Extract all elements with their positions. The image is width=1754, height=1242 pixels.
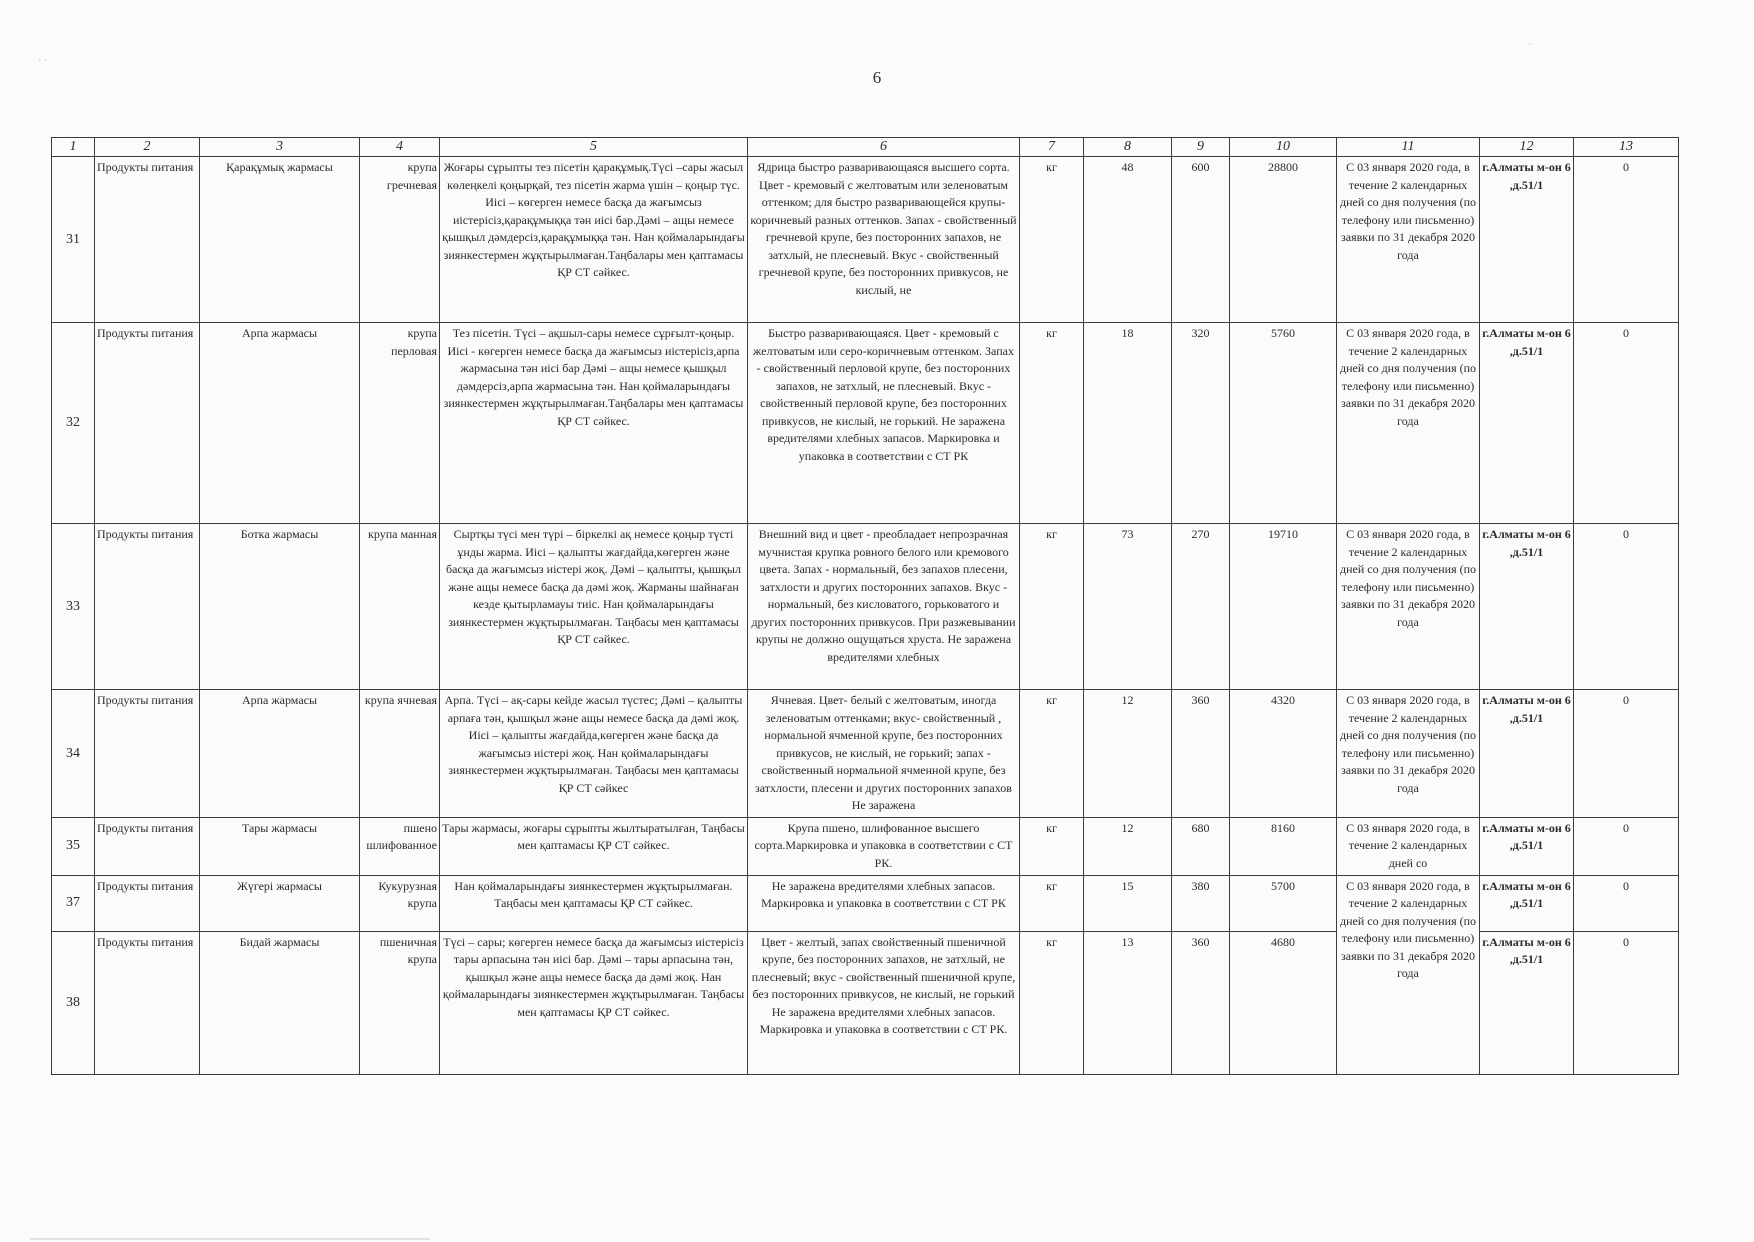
row-category: Продукты питания — [95, 524, 200, 690]
row-delivery-term: С 03 января 2020 года, в течение 2 календарных дней со — [1337, 817, 1480, 875]
row-unit: кг — [1020, 157, 1084, 323]
row-delivery-term: С 03 января 2020 года, в течение 2 календарных дней со дня получения (по телефону или письменно) заявки по 31 декабря 2020 года — [1337, 157, 1480, 323]
row-name-kz: Арпа жармасы — [200, 323, 360, 524]
row-price: 320 — [1172, 323, 1230, 524]
row-category: Продукты питания — [95, 690, 200, 818]
row-desc-kz: Тез пісетін. Түсі – ақшыл-сары немесе сұрғылт-қоңыр. Иісі - көгерген немесе басқа да жағымсыз иістерісіз,арпа жармасына тән иісі бар Дәмі – ащы немесе қышқыл дәмдерсіз,арпа жармасына тән. Нан қоймаларындағы зиянкестермен жұқтырылмаған.Таңбалары мен қаптамасы ҚР СТ сәйкес. — [440, 323, 748, 524]
row-number: 37 — [52, 875, 95, 931]
row-price: 270 — [1172, 524, 1230, 690]
row-sum: 5760 — [1230, 323, 1337, 524]
header-col-12: 12 — [1480, 138, 1574, 157]
row-advance: 0 — [1574, 524, 1679, 690]
row-desc-kz: Жоғары сұрыпты тез пісетін қарақұмық.Түсі –сары жасыл көлеңкелі қоңырқай, тез пісетін жарма үшін – қоңыр түс. Иісі – көгерген немесе басқа да жағымсыз иістерісіз,қарақұмыққа тән иісі бар.Дәмі – ащы немесе қышқыл дәмдерсіз,қарақұмыққа тән. Нан қоймаларындағы зиянкестермен жұқтырылмаған.Таңбалары мен қаптамасы ҚР СТ сәйкес. — [440, 157, 748, 323]
row-unit: кг — [1020, 323, 1084, 524]
row-number: 38 — [52, 931, 95, 1074]
row-unit: кг — [1020, 931, 1084, 1074]
header-col-9: 9 — [1172, 138, 1230, 157]
row-unit: кг — [1020, 817, 1084, 875]
row-delivery-term: С 03 января 2020 года, в течение 2 календарных дней со дня получения (по телефону или письменно) заявки по 31 декабря 2020 года — [1337, 875, 1480, 1074]
row-qty: 13 — [1084, 931, 1172, 1074]
row-qty: 12 — [1084, 817, 1172, 875]
row-qty: 15 — [1084, 875, 1172, 931]
row-category: Продукты питания — [95, 931, 200, 1074]
row-category: Продукты питания — [95, 875, 200, 931]
row-desc-ru: Цвет - желтый, запах свойственный пшеничной крупе, без посторонних запахов, не затхлый, не плесневый; вкус - свойственный пшеничной крупе, без посторонних привкусов, не кислый, не горький Не заражена вредителями хлебных запасов. Маркировка и упаковка в соответствии с СТ РК. — [748, 931, 1020, 1074]
page-number: 6 — [872, 68, 882, 87]
row-price: 380 — [1172, 875, 1230, 931]
row-desc-kz: Арпа. Түсі – ақ-сары кейде жасыл түстес; Дәмі – қалыпты арпаға тән, қышқыл және ащы немесе басқа да дәмі жоқ. Иісі – қалыпты жағдайда,көгерген және басқа да жағымсыз иістері жоқ. Нан қоймаларындағы зиянкестермен жұқтырылмаған. Таңбасы мен қаптамасы ҚР СТ сәйкес — [440, 690, 748, 818]
table-row — [52, 157, 1679, 323]
row-desc-ru: Не заражена вредителями хлебных запасов. Маркировка и упаковка в соответствии с СТ РК — [748, 875, 1020, 931]
header-col-6: 6 — [748, 138, 1020, 157]
row-name-kz: Жүгері жармасы — [200, 875, 360, 931]
row-desc-kz: Тары жармасы, жоғары сұрыпты жылтыратылған, Таңбасы мен қаптамасы ҚР СТ сәйкес. — [440, 817, 748, 875]
row-number: 33 — [52, 524, 95, 690]
header-col-4: 4 — [360, 138, 440, 157]
row-advance: 0 — [1574, 931, 1679, 1074]
header-col-13: 13 — [1574, 138, 1679, 157]
row-advance: 0 — [1574, 690, 1679, 818]
row-price: 600 — [1172, 157, 1230, 323]
row-delivery-term: С 03 января 2020 года, в течение 2 календарных дней со дня получения (по телефону или письменно) заявки по 31 декабря 2020 года — [1337, 524, 1480, 690]
row-number: 31 — [52, 157, 95, 323]
table-row — [52, 690, 1679, 818]
scan-edge-line — [30, 1238, 430, 1240]
table-row — [52, 323, 1679, 524]
row-desc-kz: Сыртқы түсі мен түрі – біркелкі ақ немесе қоңыр түсті ұнды жарма. Иісі – қалыпты жағдайда,көгерген және басқа да жағымсыз иістері жоқ. Дәмі – қалыпты, қышқыл және ащы немесе басқа да дәмі жоқ. Жарманы шайнаған кезде қытырламауы тиіс. Нан қоймаларындағы зиянкестермен жұқтырылмаған. Таңбасы мен қаптамасы ҚР СТ сәйкес. — [440, 524, 748, 690]
row-qty: 12 — [1084, 690, 1172, 818]
row-qty: 18 — [1084, 323, 1172, 524]
header-col-7: 7 — [1020, 138, 1084, 157]
row-delivery-place: г.Алматы м-он 6 ,д.51/1 — [1480, 931, 1574, 1074]
row-name-kz: Ботка жармасы — [200, 524, 360, 690]
row-delivery-place: г.Алматы м-он 6 ,д.51/1 — [1480, 157, 1574, 323]
row-number: 35 — [52, 817, 95, 875]
row-name-ru: крупа гречневая — [360, 157, 440, 323]
row-unit: кг — [1020, 524, 1084, 690]
row-unit: кг — [1020, 690, 1084, 818]
row-desc-kz: Түсі – сары; көгерген немесе басқа да жағымсыз иістерісіз тары арпасына тән иісі бар. Дәмі – тары арпасына тән, қышқыл және ащы немесе басқа да дәмі жоқ. Нан қоймаларындағы зиянкестермен жұқтырылмаған. Таңбасы мен қаптамасы ҚР СТ сәйкес. — [440, 931, 748, 1074]
header-col-5: 5 — [440, 138, 748, 157]
row-name-ru: Кукурузная крупа — [360, 875, 440, 931]
row-category: Продукты питания — [95, 323, 200, 524]
row-price: 360 — [1172, 690, 1230, 818]
header-col-8: 8 — [1084, 138, 1172, 157]
row-desc-ru: Ядрица быстро разваривающаяся высшего сорта. Цвет - кремовый с желтоватым или зеленоватым оттенком; для быстро разваривающейся крупы- коричневый разных оттенков. Запах - свойственный гречневой крупе, без посторонних запахов, не затхлый, не плесневый. Вкус - свойственный гречневой крупе, без посторонних привкусов, не кислый, не — [748, 157, 1020, 323]
row-advance: 0 — [1574, 875, 1679, 931]
row-advance: 0 — [1574, 817, 1679, 875]
row-qty: 48 — [1084, 157, 1172, 323]
table-row — [52, 875, 1679, 931]
row-sum: 5700 — [1230, 875, 1337, 931]
row-advance: 0 — [1574, 323, 1679, 524]
row-name-kz: Бидай жармасы — [200, 931, 360, 1074]
row-delivery-place: г.Алматы м-он 6 ,д.51/1 — [1480, 323, 1574, 524]
row-name-ru: крупа манная — [360, 524, 440, 690]
header-row — [52, 138, 1679, 157]
header-col-2: 2 — [95, 138, 200, 157]
header-col-1: 1 — [52, 138, 95, 157]
row-name-kz: Қарақұмық жармасы — [200, 157, 360, 323]
row-delivery-term: С 03 января 2020 года, в течение 2 календарных дней со дня получения (по телефону или письменно) заявки по 31 декабря 2020 года — [1337, 690, 1480, 818]
row-desc-ru: Быстро разваривающаяся. Цвет - кремовый с желтоватым или серо-коричневым оттенком. Запах - свойственный перловой крупе, без посторонних запахов, не затхлый, не плесневый. Вкус - свойственный перловой крупе, без посторонних привкусов, не кислый, не горький. Не заражена вредителями хлебных запасов. Маркировка и упаковка в соответствии с СТ РК — [748, 323, 1020, 524]
row-category: Продукты питания — [95, 817, 200, 875]
row-category: Продукты питания — [95, 157, 200, 323]
row-desc-kz: Нан қоймаларындағы зиянкестермен жұқтырылмаған. Таңбасы мен қаптамасы ҚР СТ сәйкес. — [440, 875, 748, 931]
procurement-table — [51, 137, 1679, 1075]
row-sum: 4680 — [1230, 931, 1337, 1074]
row-sum: 28800 — [1230, 157, 1337, 323]
row-delivery-place: г.Алматы м-он 6 ,д.51/1 — [1480, 524, 1574, 690]
row-advance: 0 — [1574, 157, 1679, 323]
row-name-ru: пшеничная крупа — [360, 931, 440, 1074]
row-delivery-term: С 03 января 2020 года, в течение 2 календарных дней со дня получения (по телефону или письменно) заявки по 31 декабря 2020 года — [1337, 323, 1480, 524]
header-col-3: 3 — [200, 138, 360, 157]
row-price: 680 — [1172, 817, 1230, 875]
header-col-10: 10 — [1230, 138, 1337, 157]
row-delivery-place: г.Алматы м-он 6 ,д.51/1 — [1480, 817, 1574, 875]
row-price: 360 — [1172, 931, 1230, 1074]
row-delivery-place: г.Алматы м-он 6 ,д.51/1 — [1480, 690, 1574, 818]
table-row — [52, 817, 1679, 875]
row-sum: 8160 — [1230, 817, 1337, 875]
row-number: 32 — [52, 323, 95, 524]
row-name-ru: крупа ячневая — [360, 690, 440, 818]
row-sum: 19710 — [1230, 524, 1337, 690]
row-qty: 73 — [1084, 524, 1172, 690]
row-unit: кг — [1020, 875, 1084, 931]
row-sum: 4320 — [1230, 690, 1337, 818]
scan-mark: · — [1528, 40, 1532, 51]
row-name-ru: крупа перловая — [360, 323, 440, 524]
table-row — [52, 524, 1679, 690]
row-delivery-place: г.Алматы м-он 6 ,д.51/1 — [1480, 875, 1574, 931]
row-name-ru: пшено шлифованное — [360, 817, 440, 875]
row-name-kz: Арпа жармасы — [200, 690, 360, 818]
header-col-11: 11 — [1337, 138, 1480, 157]
row-number: 34 — [52, 690, 95, 818]
row-name-kz: Тары жармасы — [200, 817, 360, 875]
row-desc-ru: Внешний вид и цвет - преобладает непрозрачная мучнистая крупка ровного белого или кремового цвета. Запах - нормальный, без запахов плесени, затхлости и других посторонних запахов. Вкус - нормальный, без кисловатого, горьковатого и других посторонних привкусов. При разжевывании крупы не должно ощущаться хруста. Не заражена вредителями хлебных — [748, 524, 1020, 690]
row-desc-ru: Крупа пшено, шлифованное высшего сорта.Маркировка и упаковка в соответствии с СТ РК. — [748, 817, 1020, 875]
row-desc-ru: Ячневая. Цвет- белый с желтоватым, иногда зеленоватым оттенками; вкус- свойственный , нормальной ячменной крупе, без посторонних привкусов, не кислый, не горький; запах - свойственный нормальной ячменной крупе, без затхлости, плесени и других посторонних запахов Не заражена — [748, 690, 1020, 818]
scan-mark: · · — [38, 56, 48, 67]
